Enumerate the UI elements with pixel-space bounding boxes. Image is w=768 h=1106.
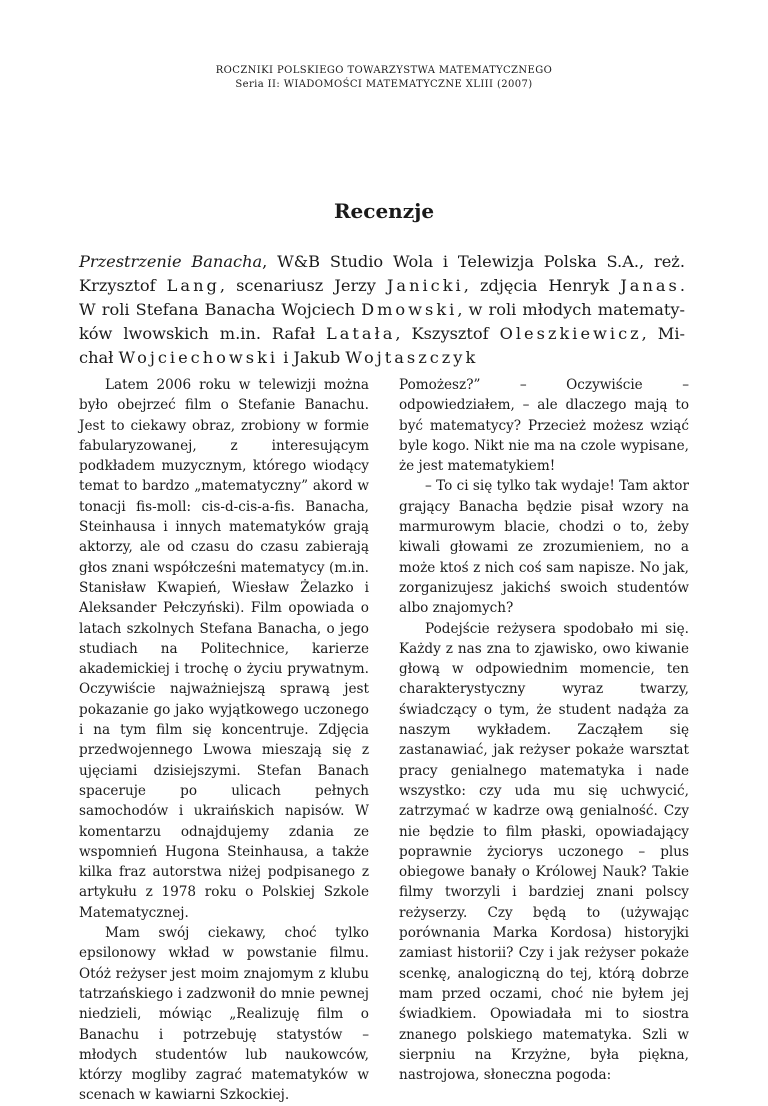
section-title: Recenzje [333, 199, 435, 223]
credits-line-4: ków lwowskich m.in. Rafał Latała, Kszysztof Oleszkiewicz, Mi- [79, 324, 685, 343]
screenwriter-name: Janicki [386, 276, 464, 295]
cinematographer-name: Janas [620, 276, 680, 295]
journal-name: ROCZNIKI POLSKIEGO TOWARZYSTWA MATEMATYCZNEGO [215, 65, 553, 76]
actor-wojtaszczyk: Wojtaszczyk [345, 348, 479, 367]
credits-line-2: Krzysztof Lang, scenariusz Jerzy Janicki, zdjęcia Henryk Janas. [79, 276, 685, 295]
paragraph: Pomożesz?” – Oczywiście – odpowiedziałem, – ale dlaczego mają to być matematycy? Przecież możesz wziąć byle kogo. Nikt nie ma na czole wypisane, że jest matematykiem! [399, 377, 689, 475]
film-title: Przestrzenie Banacha [79, 252, 263, 271]
director-name: Lang [166, 276, 220, 295]
credits-line-1: Przestrzenie Banacha, W&B Studio Wola i Telewizja Polska S.A., reż. [79, 252, 685, 271]
credits-line-3: W roli Stefana Banacha Wojciech Dmowski, w roli młodych matematy- [79, 300, 685, 319]
journal-header [0, 64, 768, 92]
paragraph: Latem 2006 roku w telewizji można było obejrzeć film o Stefanie Banachu. Jest to ciekawy obraz, zrobiony w formie fabularyzowanej, z interesującym podkładem muzycznym, którego wiodący temat to bardzo „matematyczny” akord w tonacji fis-moll: cis-d-cis-a-fis. Banacha, Steinhausa i innych matematyków grają aktorzy, ale od czasu do czasu zabierają głos znani współcześni matematycy (m.in. Stanisław Kwapień, Wiesław Żelazko i Aleksander Pełczyński). Film opowiada o latach szkolnych Stefana Banacha, o jego studiach na Politechnice, karierze akademickiej i trochę o życiu prywatnym. Oczywiście najważniejszą sprawą jest pokazanie go jako wyjątkowego uczonego i na tym film się koncentruje. Zdjęcia przedwojennego Lwowa mieszają się z ujęciami dzisiejszymi. Stefan Banach spaceruje po ulicach pełnych samochodów i ukraińskich napisów. W komentarzu odnajdujemy zdania ze wspomnień Hugona Steinhausa, a także kilka fraz autorstwa niżej podpisanego z artykułu z 1978 roku o Polskiej Szkole Matematycznej. [79, 377, 369, 921]
paragraph: – To ci się tylko tak wydaje! Tam aktor grający Banacha będzie pisał wzory na marmurowym blacie, chodzi o to, żeby kiwali głowami ze zrozumieniem, no a może ktoś z nich coś sam napisze. No jak, zorganizujesz jakichś swoich studentów albo znajomych? [399, 478, 689, 617]
actor-latala: Latała [325, 324, 396, 343]
actor-oleszkiewicz: Oleszkiewicz [499, 324, 642, 343]
film-credits [79, 250, 685, 370]
paragraph: Podejście reżysera spodobało mi się. Każdy z nas zna to zjawisko, owo kiwanie głową w odpowiednim momencie, ten charakterystyczny wyraz twarzy, świadczący o tym, że student nadąża za naszym wykładem. Zacząłem się zastanawiać, jak reżyser pokaże warsztat pracy genialnego matematyka i nade wszystko: czy uda mu się uchwycić, zatrzymać w kadrze ową genialność. Czy nie będzie to film płaski, opowiadający poprawnie życiorys uczonego – plus obiegowe banały o Królowej Nauk? Takie filmy tworzyli i bardziej znani polscy reżyserzy. Czy będą to (używając porównania Marka Kordosa) historyjki zamiast historii? Czy i jak reżyser pokaże scenkę, analogiczną do tej, którą dobrze mam przed oczami, choć nie byłem jej świadkiem. Opowiadała mi to siostra znanego polskiego matematyka. Szli w sierpniu na Krzyżne, była piękna, nastrojowa, słoneczna pogoda: [399, 620, 689, 1084]
right-column [399, 375, 689, 1085]
credits-line-5: chał Wojciechowski i Jakub Wojtaszczyk [79, 348, 479, 367]
paragraph: Mam swój ciekawy, choć tylko epsilonowy wkład w powstanie filmu. Otóż reżyser jest moim znajomym z klubu tatrzańskiego i zadzwonił do mnie pewnej niedzieli, mówiąc „Realizuję film o Banachu i potrzebuję statystów – młodych studentów lub naukowców, którzy mogliby zagrać matematyków w scenach w kawiarni Szkockiej. [79, 925, 369, 1104]
actor-wojciechowski: Wojciechowski [118, 348, 279, 367]
actor-dmowski: Dmowski [361, 300, 458, 319]
left-column [79, 375, 369, 1106]
journal-series: Seria II: WIADOMOŚCI MATEMATYCZNE XLIII (2007) [235, 79, 533, 90]
